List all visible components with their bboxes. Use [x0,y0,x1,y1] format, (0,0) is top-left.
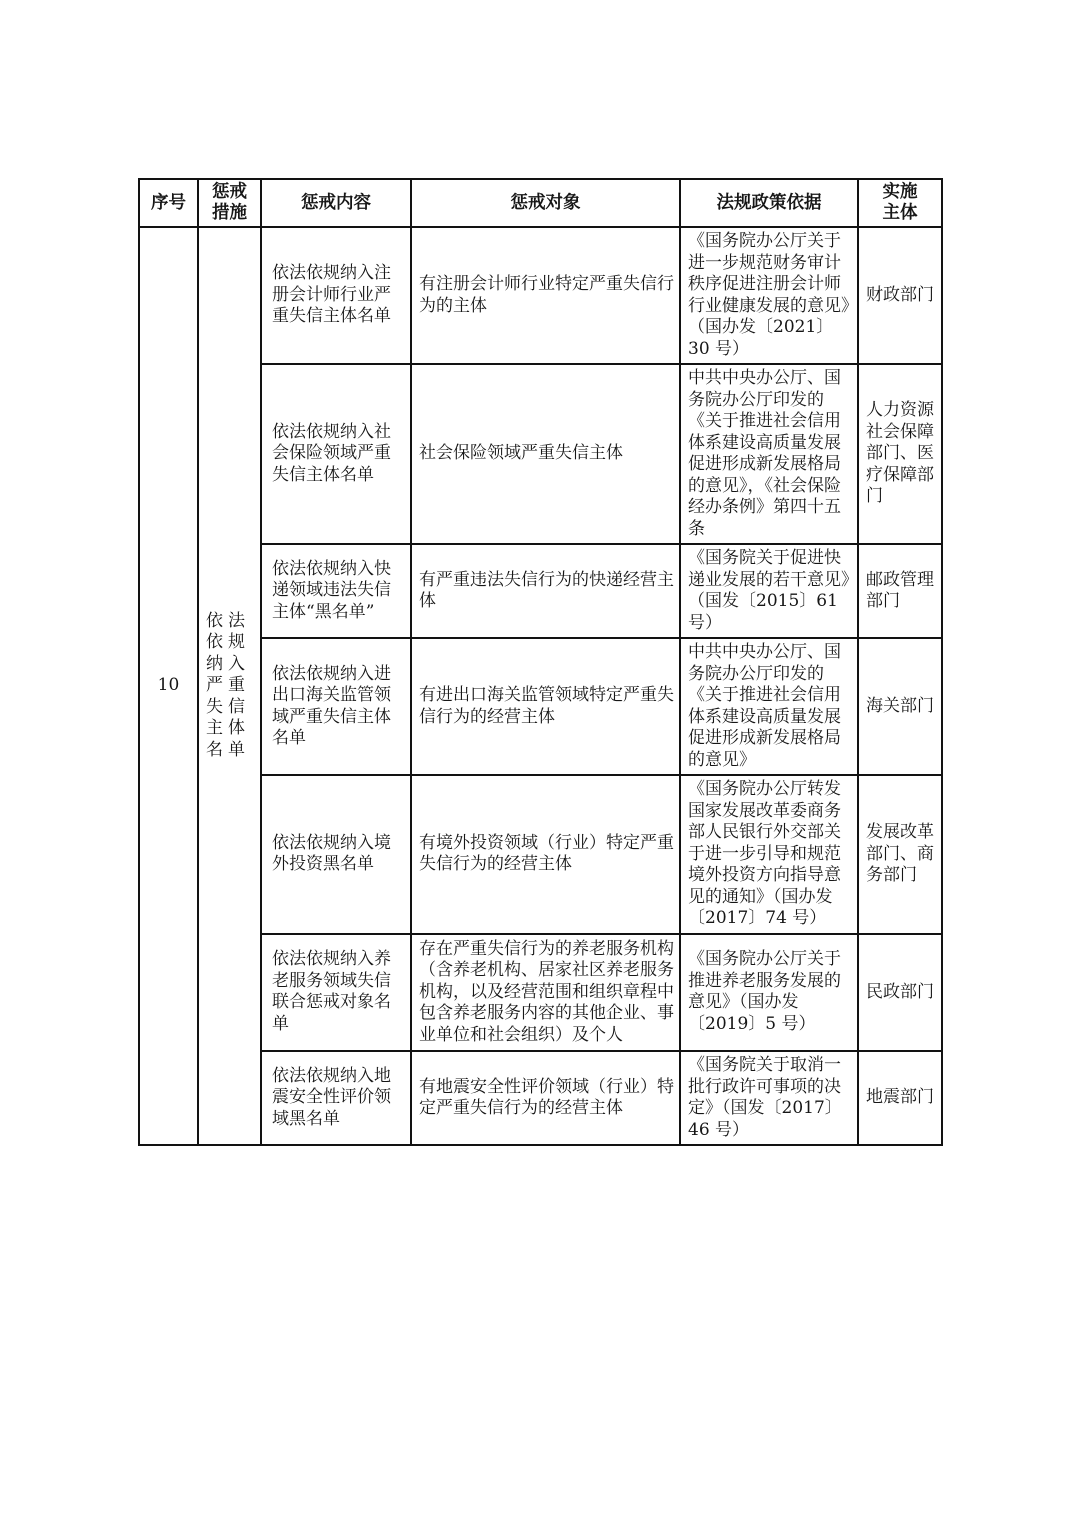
basis-cell: 《国务院关于取消一批行政许可事项的决定》（国发〔2017〕46 号） [680,1051,858,1145]
header-basis: 法规政策依据 [680,179,858,227]
target-cell: 有注册会计师行业特定严重失信行为的主体 [411,227,680,364]
header-measure [198,179,261,227]
table-row [139,227,942,364]
header-serial: 序号 [139,179,198,227]
basis-cell: 《国务院办公厅关于推进养老服务发展的意见》（国办发〔2019〕5 号） [680,934,858,1052]
content-cell: 依法依规纳入养老服务领域失信联合惩戒对象名单 [261,934,411,1052]
implementer-cell: 发展改革部门、商务部门 [858,775,942,934]
header-row [139,179,942,227]
implementer-cell: 邮政管理部门 [858,544,942,638]
implementer-cell: 地震部门 [858,1051,942,1145]
implementer-cell: 海关部门 [858,638,942,775]
content-cell: 依法依规纳入快递领域违法失信主体“黑名单” [261,544,411,638]
header-content: 惩戒内容 [261,179,411,227]
target-cell: 有严重违法失信行为的快递经营主体 [411,544,680,638]
basis-cell: 中共中央办公厅、国务院办公厅印发的《关于推进社会信用体系建设高质量发展促进形成新发展格局的意见》 [680,638,858,775]
content-cell: 依法依规纳入地震安全性评价领域黑名单 [261,1051,411,1145]
serial-number-cell: 10 [139,227,198,1145]
content-cell: 依法依规纳入境外投资黑名单 [261,775,411,934]
implementer-cell: 民政部门 [858,934,942,1052]
header-measure-label: 惩戒措施 [212,182,247,223]
header-implementer [858,179,942,227]
measure-vertical-text: 依法依规纳入严重失信主体名单 [206,610,250,760]
target-cell: 存在严重失信行为的养老服务机构（含养老机构、居家社区养老服务机构，以及经营范围和组织章程中包含养老服务内容的其他企业、事业单位和社会组织）及个人 [411,934,680,1052]
implementer-cell: 人力资源社会保障部门、医疗保障部门 [858,364,942,544]
basis-cell: 《国务院办公厅转发国家发展改革委商务部人民银行外交部关于进一步引导和规范境外投资方向指导意见的通知》（国办发〔2017〕74 号） [680,775,858,934]
content-cell: 依法依规纳入进出口海关监管领域严重失信主体名单 [261,638,411,775]
basis-cell: 《国务院办公厅关于进一步规范财务审计秩序促进注册会计师行业健康发展的意见》（国办发〔2021〕30 号） [680,227,858,364]
target-cell: 有境外投资领域（行业）特定严重失信行为的经营主体 [411,775,680,934]
header-target: 惩戒对象 [411,179,680,227]
target-cell: 社会保险领域严重失信主体 [411,364,680,544]
basis-cell: 《国务院关于促进快递业发展的若干意见》（国发〔2015〕61 号） [680,544,858,638]
measure-cell [198,227,261,1145]
punishment-measures-table [138,178,943,1146]
basis-cell: 中共中央办公厅、国务院办公厅印发的《关于推进社会信用体系建设高质量发展促进形成新发展格局的意见》，《社会保险经办条例》第四十五条 [680,364,858,544]
content-cell: 依法依规纳入社会保险领域严重失信主体名单 [261,364,411,544]
header-implementer-label: 实施主体 [882,182,918,223]
target-cell: 有进出口海关监管领域特定严重失信行为的经营主体 [411,638,680,775]
content-cell: 依法依规纳入注册会计师行业严重失信主体名单 [261,227,411,364]
target-cell: 有地震安全性评价领域（行业）特定严重失信行为的经营主体 [411,1051,680,1145]
implementer-cell: 财政部门 [858,227,942,364]
